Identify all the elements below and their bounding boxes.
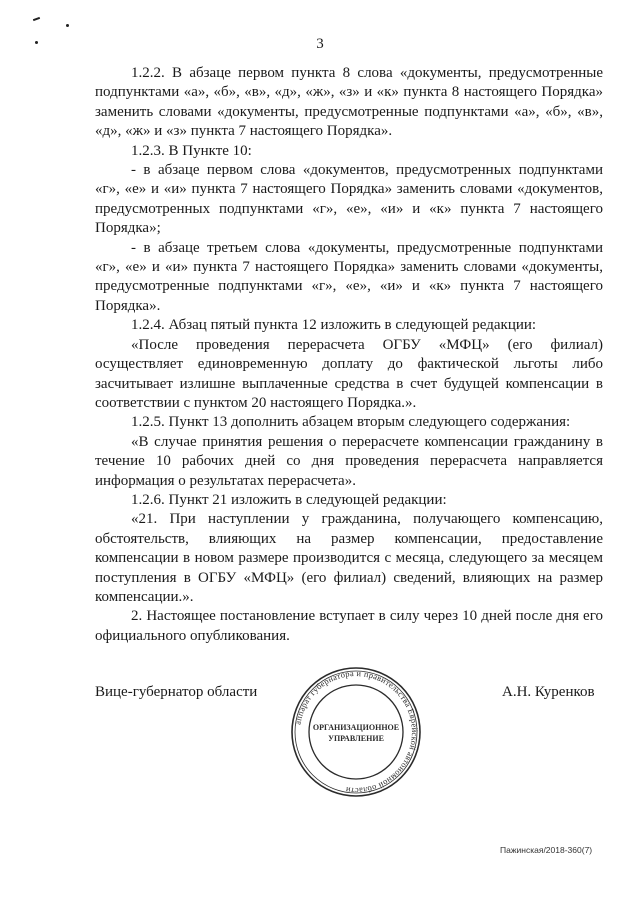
paragraph-1-2-3-item-1: - в абзаце первом слова «документов, предусмотренных подпунктами «г», «е» и «и» пункта 7 настоящего Порядка» заменить словами «документов, предусмотренных подпунктами «г», «е», «и» и «к» пункта 7 настоящего Порядка»; [95, 162, 603, 237]
stamp-center-line-1: ОРГАНИЗАЦИОННОЕ [312, 723, 400, 732]
paragraph-1-2-4: 1.2.4. Абзац пятый пункта 12 изложить в следующей редакции: [131, 317, 537, 334]
paragraph-2: 2. Настоящее постановление вступает в силу через 10 дней после дня его официального опубликования. [95, 608, 603, 644]
stamp-center-line-2: УПРАВЛЕНИЕ [328, 734, 384, 743]
scan-artifact [33, 17, 40, 21]
signature-name: А.Н. Куренков [502, 684, 595, 700]
signature-title: Вице-губернатор области [95, 684, 258, 700]
paragraph-1-2-5: 1.2.5. Пункт 13 дополнить абзацем вторым следующего содержания: [131, 414, 571, 431]
stamp-ring-text: аппарат губернатора и правительства Еврейской автономной области [293, 668, 420, 796]
official-stamp [288, 664, 424, 800]
paragraph-1-2-4-quote: «После проведения перерасчета ОГБУ «МФЦ» (его филиал) осуществляет единовременную доплату до фактической льготы либо засчитывает излишне выплаченные средства в счет будущей компенсации в соответствии с пунктом 20 настоящего Порядка.». [95, 336, 603, 411]
page-number: 3 [316, 36, 324, 52]
paragraph-1-2-6: 1.2.6. Пункт 21 изложить в следующей редакции: [131, 491, 447, 508]
paragraph-1-2-3-item-2: - в абзаце третьем слова «документы, предусмотренные подпунктами «г», «е» и «и» пункта 7 настоящего Порядка» заменить словами «документы, предусмотренные подпунктами «г», «е», «и» и «к» пункта 7 настоящего Порядка». [95, 239, 603, 314]
paragraph-1-2-3: 1.2.3. В Пункте 10: [131, 142, 252, 159]
scan-artifact [66, 24, 69, 27]
document-reference: Пажинская/2018-360(7) [500, 845, 593, 855]
document-body [95, 64, 603, 646]
paragraph-1-2-5-quote: «В случае принятия решения о перерасчете компенсации гражданину в течение 10 рабочих дней со дня проведения перерасчета направляется информация о результатах перерасчета». [95, 433, 603, 489]
paragraph-1-2-6-quote: «21. При наступлении у гражданина, получающего компенсацию, обстоятельств, влияющих на размер компенсации, предоставление компенсации в новом размере производится с месяца, следующего за месяцем поступления в ОГБУ «МФЦ» (его филиал) сведений, влияющих на размер компенсации.». [95, 511, 603, 605]
paragraph-1-2-2: 1.2.2. В абзаце первом пункта 8 слова «документы, предусмотренные подпунктами «а», «б», «в», «д», «ж», «з» и «к» пункта 8 настоящего Порядка» заменить словами «документы, предусмотренные подпунктами «а», «б», «в», «д», «ж» и «з» пункта 7 настоящего Порядка». [95, 65, 603, 140]
